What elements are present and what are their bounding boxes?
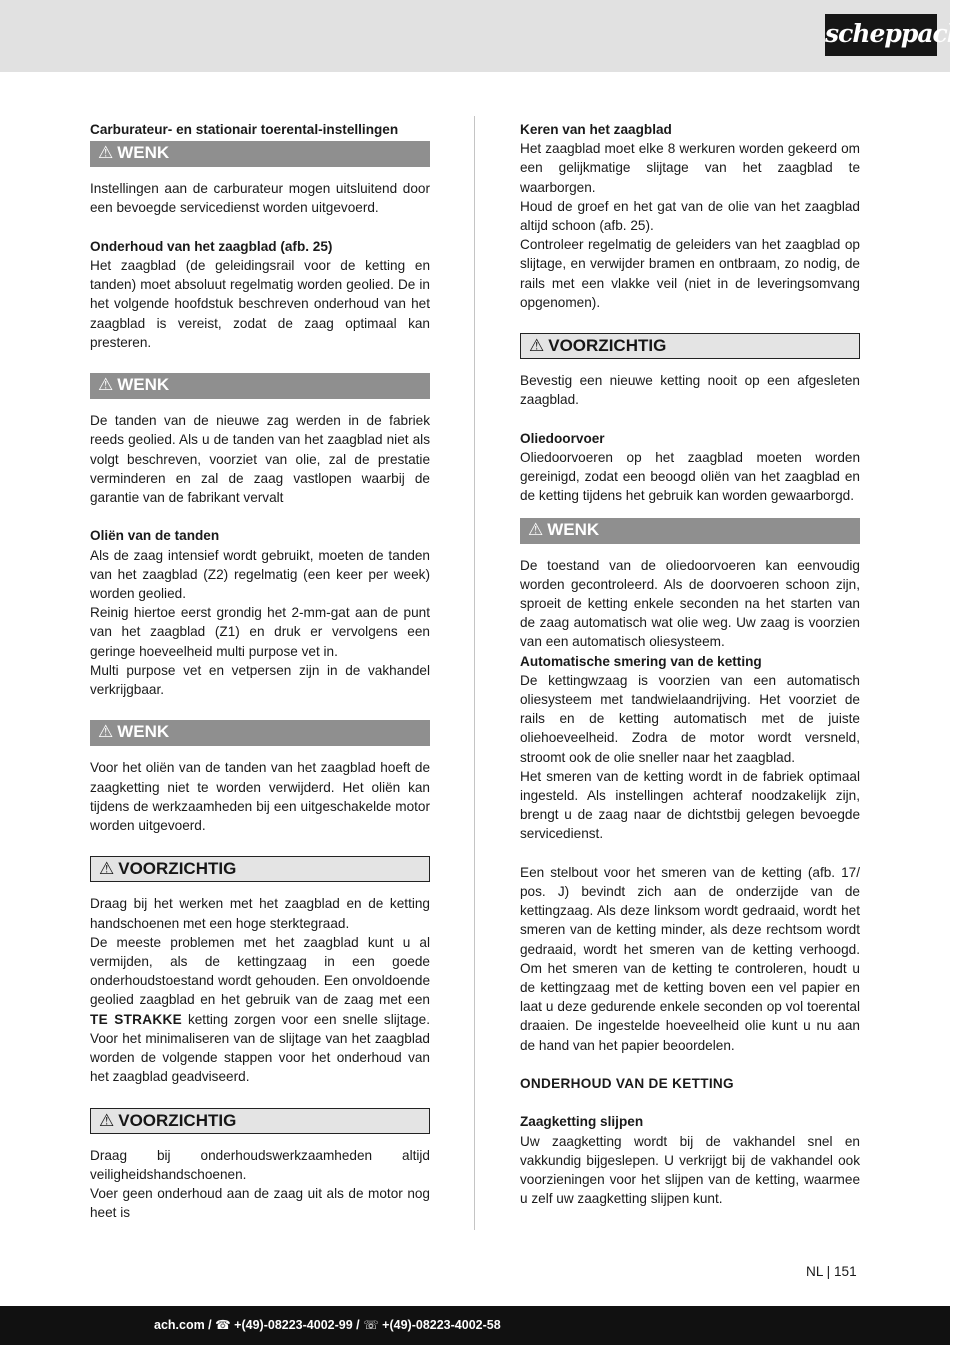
warning-icon: ⚠ [99,859,115,879]
voor3-text: Bevestig een nieuwe ketting nooit op een afgesleten zaagblad. [520,373,860,408]
feed-title: Oliedoorvoer [520,430,605,446]
chain-heading: ONDERHOUD VAN DE KETTING [520,1076,734,1092]
auto-text-2: Het smeren van de ketting wordt in de fabriek optimaal ingesteld. Als instellingen achteraf noodzakelijk zijn, brengt u de zaag naar de dichtstbij gelegen bevoegde servicedienst. [520,768,860,842]
sharpen-text: Uw zaagketting wordt bij de vakhandel snel en vakkundig bijgeslepen. U verkrijgt bij de vakhandel ook voorzieningen voor het slijpen van de ketting, waarmee u zelf uw zaagketting slijpen kunt. [520,1133,860,1207]
oil-title: Oliën van de tanden [90,528,220,544]
turn-text-1: Het zaagblad moet elke 8 werkuren worden gekeerd om een gelijkmatige slijtage van het zaagblad te waarborgen. [520,141,860,195]
right-column [520,120,860,1208]
sharpen-title: Zaagketting slijpen [520,1114,644,1130]
voorzichtig-notice-3: ⚠ VOORZICHTIG [520,333,860,359]
header-band [0,0,950,72]
turn-text-3: Controleer regelmatig de geleiders van het zaagblad op slijtage, en verwijder bramen en ontbraam, zo nodig, de rails met een vlakke veil (niet in de leveringsomvang opgenomen). [520,237,860,310]
warning-icon: ⚠ [99,1110,115,1130]
footer-contact: ach.com / ☎ +(49)-08223-4002-99 / ☏ +(49)-08223-4002-58 [154,1318,501,1332]
wenk-notice-1: ⚠ WENK [90,141,430,167]
bolt-text: Een stelbout voor het smeren van de ketting (afb. 17/ pos. J) bevindt zich aan de onderzijde van de kettingzaag. Als deze linksom wordt gedraaid, wordt het smeren van de ketting minder, als deze rechtsom wordt gedraaid, wordt het smeren van de ketting verhoogd. Om het smeren van de ketting te controleren, houdt u de kettingzaag met de ketting boven een vel papier en laat u deze gedurende enkele seconden op vol toerental draaien. De ingestelde hoeveelheid olie kunt u nu aan de hand van het papier beoordelen. [520,864,860,1053]
wenk4-text: De toestand van de oliedoorvoeren kan eenvoudig worden gecontroleerd. Als de doorvoeren schoon zijn, sproeit de ketting enkele seconden na het starten van de zaag automatisch wat olie weg. Uw zaag is voorzien van een automatisch oliesysteem. [520,557,860,650]
warning-icon: ⚠ [98,143,114,163]
wenk2-text: De tanden van de nieuwe zag werden in de fabriek reeds geolied. Als u de tanden van het zaagblad niet als volgt beschreven, voorziet van olie, zal de prestatie verminderen en zal de zaag vastlopen waarbij de garantie van de fabrikant vervalt [90,413,430,506]
wenk3-text: Voor het oliën van de tanden van het zaagblad hoeft de zaagketting niet te worden verwijderd. Het oliën kan tijdens de werkzaamheden bij een uitgeschakelde motor worden uitgevoerd. [90,760,430,834]
voor2-text-2: Voer geen onderhoud aan de zaag uit als de motor nog heet is [90,1186,430,1221]
blade-text: Het zaagblad (de geleidingsrail voor de ketting en tanden) moet absoluut regelmatig worden geolied. De in het volgende hoofdstuk beschreven onderhoud van het zaagblad is vereist, zodat de zaag optimaal kan presteren. [90,258,430,350]
voorzichtig-notice-1: ⚠ VOORZICHTIG [90,856,430,882]
page-number: NL | 151 [806,1264,857,1279]
brand-logo: scheppach [825,14,937,56]
voor2-text-1: Draag bij onderhoudswerkzaamheden altijd veiligheidshandschoenen. [90,1147,430,1182]
oil-text-1: Als de zaag intensief wordt gebruikt, moeten de tanden van het zaagblad (Z2) regelmatig (een keer per week) worden geolied. [90,547,430,602]
wenk-notice-4: ⚠ WENK [520,518,860,544]
carb-title: Carburateur- en stationair toerental-instellingen [90,122,399,137]
auto-text-1: De kettingwzaag is voorzien van een automatisch oliesysteem met tandwielaandrijving. Het voorziet de rails en de ketting automatisch met de juiste oliehoeveelheid. Zodra de motor wordt versneld, stroomt ook de olie sneller naar het zaagblad. [520,672,860,765]
warning-icon: ⚠ [98,722,114,742]
wenk-notice-2: ⚠ WENK [90,373,430,399]
column-divider [474,116,475,1230]
voorzichtig-notice-2: ⚠ VOORZICHTIG [90,1108,430,1134]
warning-icon: ⚠ [98,375,114,395]
wenk-notice-3: ⚠ WENK [90,720,430,746]
blade-title: Onderhoud van het zaagblad (afb. 25) [90,238,333,254]
warning-icon: ⚠ [529,336,545,356]
turn-text-2: Houd de groef en het gat van de olie van het zaagblad altijd schoon (afb. 25). [520,198,860,234]
voor1-text-1: Draag bij het werken met het zaagblad en de ketting handschoenen met een hoge sterktegraad. [90,896,430,931]
oil-text-3: Multi purpose vet en vetpersen zijn in de vakhandel verkrijgbaar. [90,662,430,698]
carb-text: Instellingen aan de carburateur mogen uitsluitend door een bevoegde servicedienst worden uitgevoerd. [90,181,430,216]
feed-text: Oliedoorvoeren op het zaagblad moeten worden gereinigd, zodat een beoogd oliën van het zaagblad en de ketting tijdens het gebruik kan worden gewaarborgd. [520,450,860,504]
oil-text-2: Reinig hiertoe eerst grondig het 2-mm-gat aan de punt van het zaagblad (Z1) en druk er vervolgens een geringe hoeveelheid multi purpose vet in. [90,605,430,659]
warning-icon: ⚠ [528,519,544,539]
auto-title: Automatische smering van de ketting [520,653,762,669]
left-column [90,120,430,1222]
voor1-text-2: De meeste problemen met het zaagblad kunt u al vermijden, als de kettingzaag in een goede onderhoudstoestand wordt gehouden. Een onvoldoende geolied zaagblad en het gebruik van de zaag met een TE STRAKKE ketting zorgen voor een snelle slijtage. Voor het minimaliseren van de slijtage van het zaagblad worden de volgende stappen voor het onderhoud van het zaagblad geadviseerd. [90,934,430,1085]
turn-title: Keren van het zaagblad [520,122,672,137]
